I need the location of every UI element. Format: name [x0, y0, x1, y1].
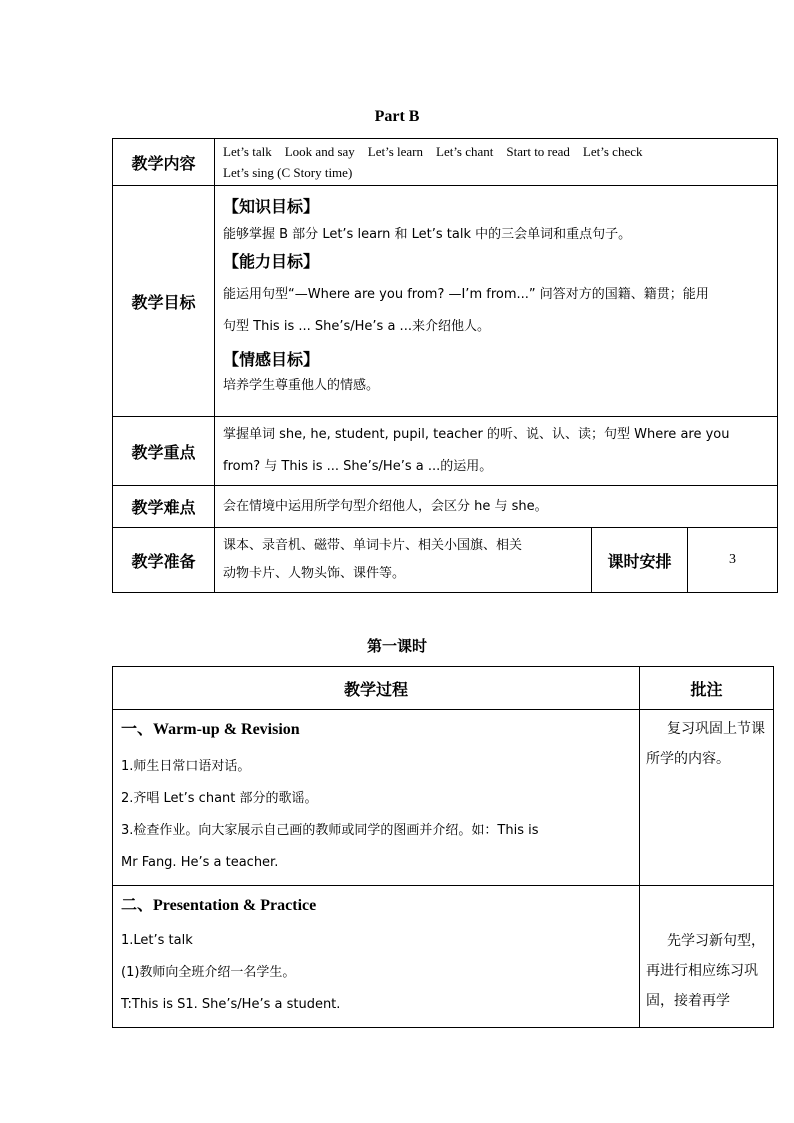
preparation-text-2: 动物卡片、人物头饰、课件等。 [223, 566, 406, 581]
row-content [113, 139, 778, 186]
label-content: 教学内容 [113, 139, 215, 186]
row-goals [113, 186, 778, 417]
section2-note: 先学习新句型，再进行相应练习巩固，接着再学 [640, 886, 774, 1028]
label-key-points: 教学重点 [113, 417, 215, 486]
section2-title-cn: 二、 [121, 895, 154, 914]
lesson-plan-table [112, 138, 778, 593]
section2-title [121, 892, 631, 919]
ability-text-1: 能运用句型“—Where are you from? —I’m from...” 问答对方的国籍、籍贯；能用 [223, 287, 709, 302]
lesson-title: 第一课时 [366, 637, 427, 655]
section2-item3: T:This is S1. She’s/He’s a student. [121, 997, 341, 1012]
ability-text-2: 句型 This is ... She’s/He’s a ...来介绍他人。 [223, 319, 490, 334]
section2-item1: 1.Let’s talk [121, 933, 193, 948]
ability-heading: 【能力目标】 [223, 252, 320, 271]
label-difficulties: 教学难点 [113, 486, 215, 528]
header-process: 教学过程 [113, 667, 640, 710]
goals-cell [215, 186, 778, 417]
label-goals: 教学目标 [113, 186, 215, 417]
row-preparation [113, 528, 778, 593]
section2-title-en: Presentation & Practice [153, 897, 317, 914]
section2-item2: (1)教师向全班介绍一名学生。 [121, 965, 296, 980]
part-title: Part B [374, 108, 420, 125]
section1-item2: 2.齐唱 Let’s chant 部分的歌谣。 [121, 791, 318, 806]
section1-note: 复习巩固上节课所学的内容。 [640, 710, 774, 886]
preparation-cell [215, 528, 592, 593]
preparation-text-1: 课本、录音机、磁带、单词卡片、相关小国旗、相关 [223, 538, 523, 553]
knowledge-text: 能够掌握 B 部分 Let’s learn 和 Let’s talk 中的三会单词和重点句子。 [223, 227, 632, 242]
key-points-text-2: from? 与 This is ... She’s/He’s a ...的运用。 [223, 459, 493, 474]
emotion-text: 培养学生尊重他人的情感。 [223, 378, 380, 393]
section1-row [113, 710, 774, 886]
emotion-heading: 【情感目标】 [223, 350, 320, 369]
key-points-cell [215, 417, 778, 486]
section1-cell [113, 710, 640, 886]
section1-item1: 1.师生日常口语对话。 [121, 759, 251, 774]
key-points-text-1: 掌握单词 she, he, student, pupil, teacher 的听、说、认、读；句型 Where are you [223, 427, 730, 442]
section1-item3a: 3.检查作业。向大家展示自己画的教师或同学的图画并介绍。如：This is [121, 823, 539, 838]
section1-title-en: Warm-up & Revision [153, 721, 300, 738]
content-cell [215, 139, 778, 186]
label-hours: 课时安排 [592, 528, 688, 593]
section1-title-cn: 一、 [121, 719, 154, 738]
row-difficulties [113, 486, 778, 528]
content-line2: Let’s sing (C Story time) [223, 165, 353, 180]
section2-row [113, 886, 774, 1028]
process-header-row [113, 667, 774, 710]
header-notes: 批注 [640, 667, 774, 710]
hours-value: 3 [688, 528, 778, 593]
section2-cell [113, 886, 640, 1028]
label-preparation: 教学准备 [113, 528, 215, 593]
section1-title [121, 716, 631, 743]
content-line1: Let’s talk Look and say Let’s learn Let’s chant Start to read Let’s check [223, 144, 643, 159]
section1-item3b: Mr Fang. He’s a teacher. [121, 855, 279, 870]
process-table [112, 666, 774, 1028]
knowledge-heading: 【知识目标】 [223, 197, 320, 216]
row-key-points [113, 417, 778, 486]
difficulties-text: 会在情境中运用所学句型介绍他人，会区分 he 与 she。 [215, 486, 778, 528]
